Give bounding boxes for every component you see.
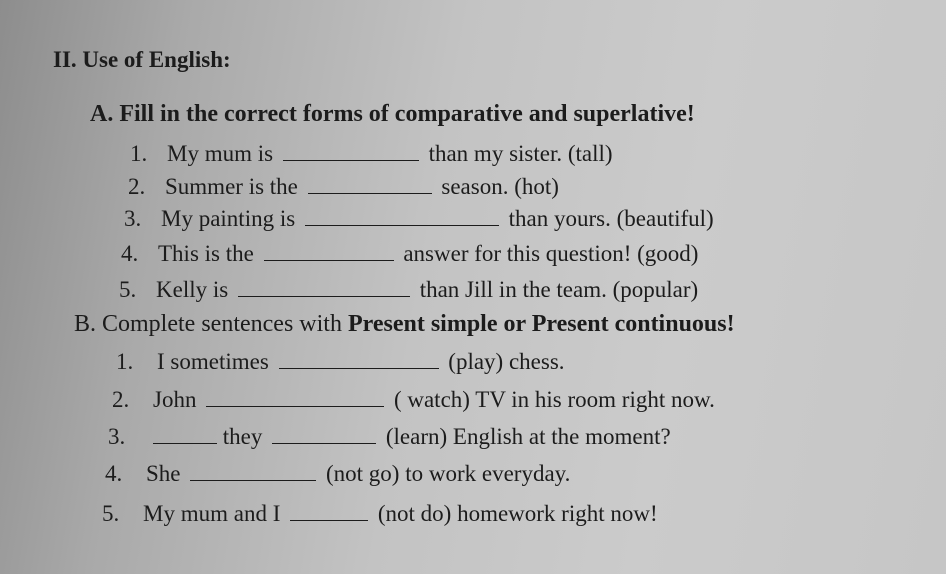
part-a-heading: A. Fill in the correct forms of comparative and superlative! xyxy=(90,101,695,127)
part-a-item-1 xyxy=(130,142,613,165)
part-b-item-4 xyxy=(105,462,570,485)
part-b-heading-bold: Present simple or Present continuous! xyxy=(347,311,735,337)
item-text-before: Kelly is xyxy=(156,277,229,302)
answer-blank[interactable] xyxy=(279,350,439,369)
part-b-heading-prefix: B. Complete sentences with xyxy=(74,311,348,337)
item-text-after: (not go) to work everyday. xyxy=(326,461,571,486)
item-text-after: answer for this question! (good) xyxy=(403,241,699,266)
item-number: 4. xyxy=(121,241,139,266)
item-text-before: This is the xyxy=(158,241,254,266)
item-text-middle: they xyxy=(222,424,263,449)
part-a-item-5 xyxy=(119,278,698,301)
part-b-item-3 xyxy=(108,425,671,448)
answer-blank[interactable] xyxy=(153,425,217,444)
item-number: 3. xyxy=(108,424,126,449)
part-b-item-5 xyxy=(102,502,658,525)
item-text-before: I sometimes xyxy=(157,349,269,374)
part-b-item-1 xyxy=(116,350,565,373)
item-number: 2. xyxy=(128,174,146,199)
item-text-after: than Jill in the team. (popular) xyxy=(419,277,699,302)
item-text-after: (learn) English at the moment? xyxy=(385,424,671,449)
part-a-item-4 xyxy=(121,242,698,265)
item-number: 2. xyxy=(112,387,130,412)
item-text-after: than my sister. (tall) xyxy=(428,141,613,166)
item-text-after: than yours. (beautiful) xyxy=(508,206,714,231)
answer-blank[interactable] xyxy=(305,207,499,226)
item-text-before: Summer is the xyxy=(165,174,298,199)
answer-blank[interactable] xyxy=(238,278,410,297)
item-number: 5. xyxy=(102,501,120,526)
item-text-after: (not do) homework right now! xyxy=(377,501,658,526)
part-a-item-3 xyxy=(124,207,714,230)
item-text-after: season. (hot) xyxy=(441,174,559,199)
item-text-before: My painting is xyxy=(161,206,296,231)
item-number: 5. xyxy=(119,277,137,302)
item-number: 1. xyxy=(130,141,148,166)
answer-blank[interactable] xyxy=(290,502,368,521)
item-number: 3. xyxy=(124,206,142,231)
answer-blank[interactable] xyxy=(308,175,432,194)
item-number: 1. xyxy=(116,349,134,374)
answer-blank[interactable] xyxy=(272,425,376,444)
item-number: 4. xyxy=(105,461,123,486)
answer-blank[interactable] xyxy=(264,242,394,261)
item-text-before: She xyxy=(146,461,181,486)
part-b-heading xyxy=(74,312,735,336)
part-a-item-2 xyxy=(128,175,559,198)
item-text-after: ( watch) TV in his room right now. xyxy=(393,387,715,412)
item-text-before: My mum is xyxy=(167,141,274,166)
answer-blank[interactable] xyxy=(283,142,419,161)
part-b-item-2 xyxy=(112,388,715,411)
item-text-before: John xyxy=(153,387,197,412)
answer-blank[interactable] xyxy=(190,462,316,481)
item-text-after: (play) chess. xyxy=(448,349,565,374)
section-title: II. Use of English: xyxy=(53,47,231,72)
answer-blank[interactable] xyxy=(206,388,384,407)
item-text-before: My mum and I xyxy=(143,501,281,526)
